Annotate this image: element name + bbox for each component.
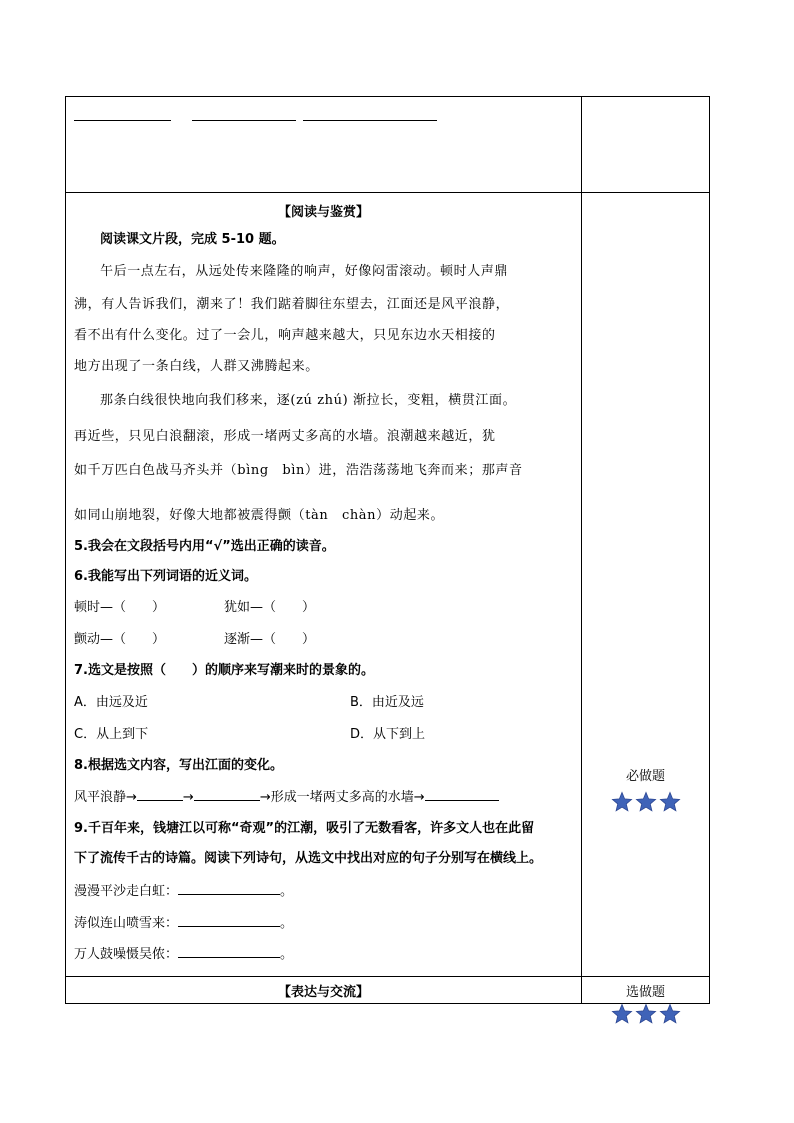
passage-line-7: 如千万匹白色战马齐头并（bìng bìn）进，浩浩荡荡地飞奔而来；那声音 bbox=[74, 463, 523, 478]
star-icon bbox=[659, 791, 681, 813]
answer-blank-1[interactable] bbox=[74, 120, 171, 121]
required-stars bbox=[582, 791, 709, 817]
q8-blank-3[interactable] bbox=[425, 788, 499, 801]
answer-blank-3[interactable] bbox=[303, 120, 437, 121]
passage-line-2: 沸，有人告诉我们，潮来了！我们踮着脚往东望去，江面还是风平浪静， bbox=[74, 297, 510, 312]
q9-item-2 bbox=[74, 914, 293, 933]
passage-line-1: 午后一点左右，从远处传来隆隆的响声，好像闷雷滚动。顿时人声鼎 bbox=[100, 264, 509, 279]
q9-blank-3[interactable] bbox=[178, 945, 280, 958]
passage-line-3: 看不出有什么变化。过了一会儿，响声越来越大，只见东边水天相接的 bbox=[74, 328, 496, 343]
question-5: 5.我会在文段括号内用“√”选出正确的读音。 bbox=[74, 539, 335, 554]
reading-instruction: 阅读课文片段，完成 5-10 题。 bbox=[100, 232, 285, 247]
star-icon bbox=[635, 791, 657, 813]
q6-item-1: 顿时—（ ） bbox=[74, 600, 166, 615]
q6-item-2: 犹如—（ ） bbox=[224, 600, 316, 615]
q9-item-1-label: 漫漫平沙走白虹： bbox=[74, 884, 179, 899]
question-8: 8.根据选文内容，写出江面的变化。 bbox=[74, 758, 283, 773]
passage-line-4: 地方出现了一条白线，人群又沸腾起来。 bbox=[74, 359, 319, 374]
q7-option-a[interactable]: A．由远及近 bbox=[74, 695, 148, 710]
passage-line-8: 如同山崩地裂，好像大地都被震得颤（tàn chàn）动起来。 bbox=[74, 508, 445, 523]
side-cell-expression bbox=[582, 977, 710, 1004]
q7-option-d[interactable]: D．从下到上 bbox=[350, 727, 426, 742]
answer-lines-cell bbox=[66, 97, 582, 193]
q7-option-c[interactable]: C．从上到下 bbox=[74, 727, 149, 742]
question-9-line-1: 9.千百年来，钱塘江以可称“奇观”的江潮，吸引了无数看客，许多文人也在此留 bbox=[74, 821, 535, 836]
q9-item-1 bbox=[74, 882, 293, 901]
q8-chain bbox=[74, 788, 499, 807]
star-icon bbox=[611, 791, 633, 813]
q9-item-1-end: 。 bbox=[280, 884, 294, 899]
question-7: 7.选文是按照（ ）的顺序来写潮来时的景象的。 bbox=[74, 663, 374, 678]
reading-section-cell bbox=[66, 193, 582, 977]
q8-chain-mid: →形成一堵两丈多高的水墙→ bbox=[259, 790, 425, 805]
q8-blank-2[interactable] bbox=[194, 788, 260, 801]
optional-label: 选做题 bbox=[625, 985, 665, 1000]
q9-blank-1[interactable] bbox=[178, 882, 280, 895]
expression-section-cell bbox=[66, 977, 582, 1004]
q8-chain-start: 风平浪静→ bbox=[74, 790, 137, 805]
answer-blank-2[interactable] bbox=[192, 120, 296, 121]
side-cell-top bbox=[582, 97, 710, 193]
q6-item-3: 颤动—（ ） bbox=[74, 632, 166, 647]
q9-item-2-label: 涛似连山喷雪来： bbox=[74, 916, 179, 931]
q9-item-3 bbox=[74, 945, 293, 964]
side-cell-reading bbox=[582, 193, 710, 977]
q9-item-3-end: 。 bbox=[280, 947, 294, 962]
passage-line-5: 那条白线很快地向我们移来，逐(zú zhú) 渐拉长，变粗，横贯江面。 bbox=[100, 393, 517, 408]
question-6: 6.我能写出下列词语的近义词。 bbox=[74, 569, 257, 584]
passage-line-6: 再近些，只见白浪翻滚，形成一堵两丈多高的水墙。浪潮越来越近，犹 bbox=[74, 429, 496, 444]
expression-section-title: 【表达与交流】 bbox=[277, 985, 369, 1000]
q7-option-b[interactable]: B．由近及远 bbox=[350, 695, 424, 710]
star-icon bbox=[635, 1003, 657, 1025]
q8-blank-1[interactable] bbox=[137, 788, 183, 801]
q8-chain-arrow: → bbox=[182, 790, 194, 805]
worksheet-table bbox=[65, 96, 710, 1004]
optional-stars bbox=[582, 1003, 709, 1029]
q9-blank-2[interactable] bbox=[178, 914, 280, 927]
star-icon bbox=[659, 1003, 681, 1025]
star-icon bbox=[611, 1003, 633, 1025]
q9-item-3-label: 万人鼓噪慑吴侬： bbox=[74, 947, 179, 962]
question-9-line-2: 下了流传千古的诗篇。阅读下列诗句，从选文中找出对应的句子分别写在横线上。 bbox=[74, 851, 543, 866]
q9-item-2-end: 。 bbox=[280, 916, 294, 931]
reading-section-title: 【阅读与鉴赏】 bbox=[277, 205, 369, 220]
q6-item-4: 逐渐—（ ） bbox=[224, 632, 316, 647]
required-label: 必做题 bbox=[625, 769, 665, 784]
